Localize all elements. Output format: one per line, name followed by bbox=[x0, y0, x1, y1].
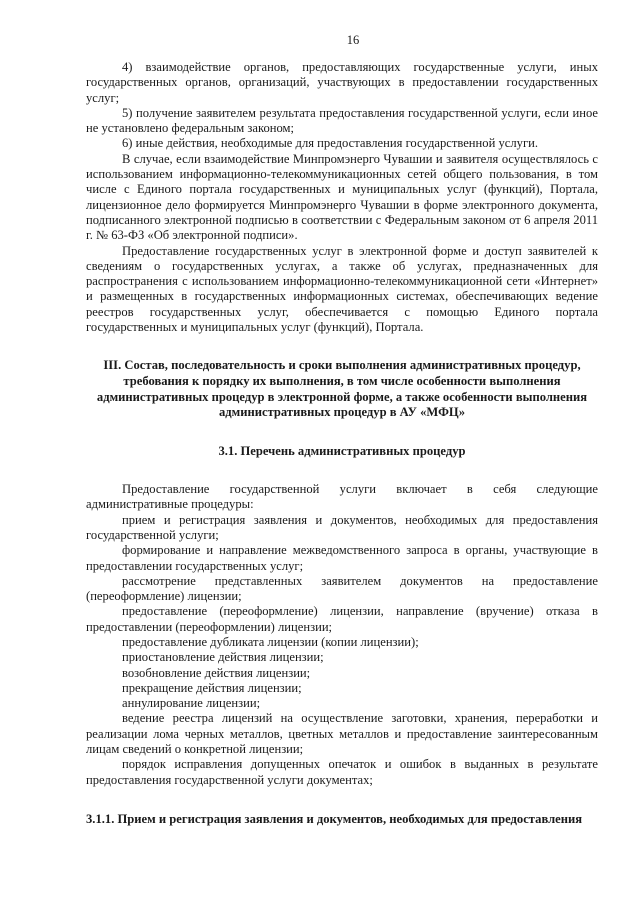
subsection-heading: 3.1. Перечень административных процедур bbox=[218, 443, 466, 458]
procedure-item: прекращение действия лицензии; bbox=[122, 680, 302, 695]
procedure-item: предоставление (переоформление) лицензии, направление (вручение) отказа в предоставлении (переоформлении) лицензии; bbox=[86, 604, 598, 634]
document-body bbox=[86, 60, 598, 827]
section-heading: III. Состав, последовательность и сроки выполнения административных процедур, требования к порядку их выполнения, в том числе особенности выполнения административных процедур в электронной форме, а также особенности выполнения административных процедур в АУ «МФЦ» bbox=[96, 358, 588, 420]
procedure-item: прием и регистрация заявления и документов, необходимых для предоставления государственной услуги; bbox=[86, 512, 598, 542]
paragraph-electronic-services: Предоставление государственных услуг в электронной форме и доступ заявителей к сведениям о государственных услугах, а также об услугах, предназначенных для распространения с использованием информационно-телекоммуникационной сети «Интернет» и размещенных в государственных информационных системах, обеспечивающих ведение реестров государственных услуг, обеспечивается с помощью Единого портала государственных и муниципальных услуг (функций), Портала. bbox=[86, 243, 598, 335]
next-section-heading: 3.1.1. Прием и регистрация заявления и документов, необходимых для предоставления bbox=[86, 811, 583, 826]
procedures-intro: Предоставление государственной услуги включает в себя следующие административные процедуры: bbox=[86, 482, 598, 512]
procedure-item: ведение реестра лицензий на осуществление заготовки, хранения, переработки и реализации лома черных металлов, цветных металлов и предоставление заинтересованным лицам сведений о конкретной лицензии; bbox=[86, 711, 598, 757]
paragraph-electronic-case: В случае, если взаимодействие Минпромэнерго Чувашии и заявителя осуществлялось с использованием информационно-телекоммуникационных сетей общего пользования, в том числе с Единого портала государственных и муниципальных услуг (функций), Портала, лицензионное дело формируется Минпромэнерго Чувашии в форме электронного документа, подписанного электронной подписью в соответствии с Федеральным законом от 6 апреля 2011 г. № 63-ФЗ «Об электронной подписи». bbox=[86, 151, 598, 243]
page-number: 16 bbox=[346, 33, 360, 47]
paragraph-item-5: 5) получение заявителем результата предоставления государственной услуги, если иное не установлено федеральным законом; bbox=[86, 105, 598, 136]
procedure-item: рассмотрение представленных заявителем документов на предоставление (переоформление) лицензии; bbox=[86, 573, 598, 604]
procedure-item: формирование и направление межведомственного запроса в органы, участвующие в предоставлении государственных услуг; bbox=[86, 543, 598, 573]
procedure-item: возобновление действия лицензии; bbox=[122, 665, 311, 680]
procedure-item: порядок исправления допущенных опечаток и ошибок в выданных в результате предоставления государственной услуги документах; bbox=[86, 757, 598, 787]
procedure-item: аннулирование лицензии; bbox=[122, 696, 261, 711]
procedure-item: приостановление действия лицензии; bbox=[122, 650, 324, 665]
procedure-item: предоставление дубликата лицензии (копии лицензии); bbox=[122, 634, 419, 649]
paragraph-item-4: 4) взаимодействие органов, предоставляющих государственные услуги, иных государственных органов, организаций, участвующих в предоставлении государственных услуг; bbox=[86, 60, 598, 105]
paragraph-item-6: 6) иные действия, необходимые для предоставления государственной услуги. bbox=[122, 136, 538, 151]
